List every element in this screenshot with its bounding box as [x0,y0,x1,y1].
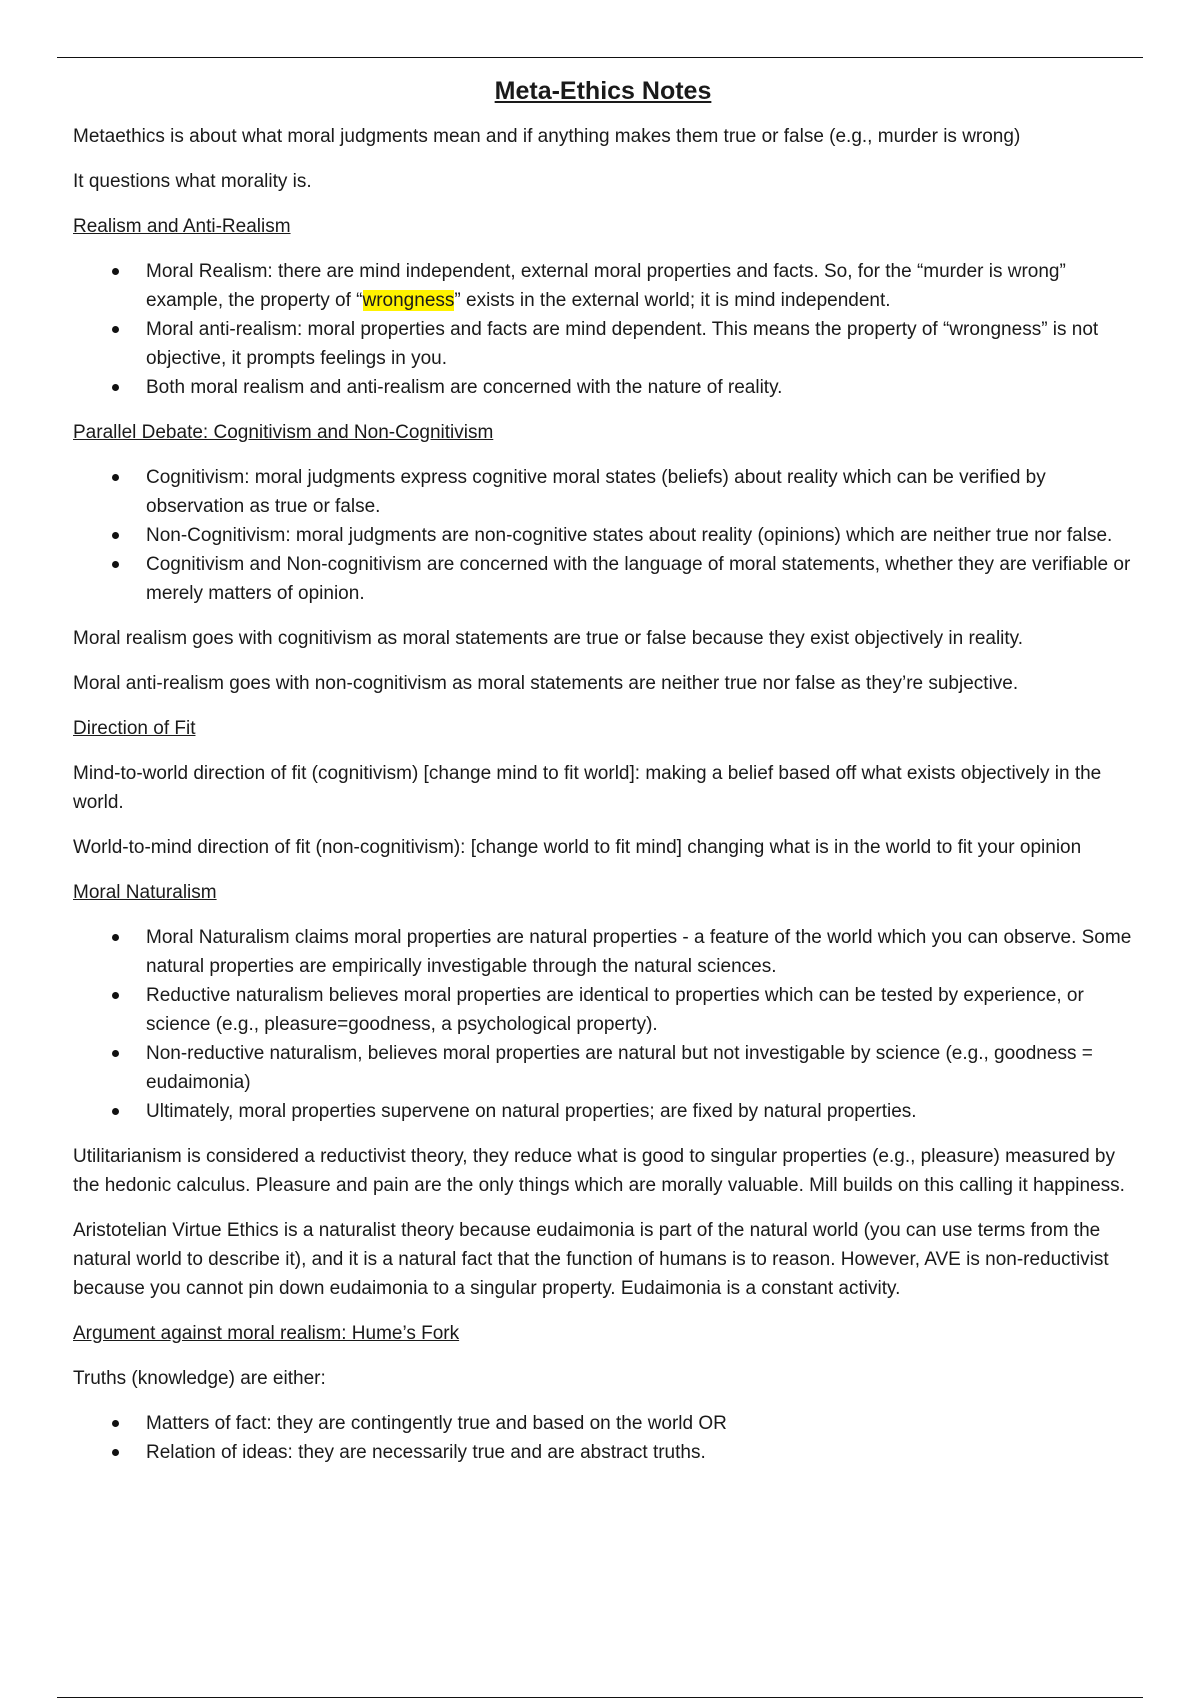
list-item: Cognitivism and Non-cognitivism are concerned with the language of moral statements, whether they are verifiable or merely matters of opinion. [146,550,1133,608]
footer-rule [57,1697,1143,1698]
list-item: Moral Naturalism claims moral properties are natural properties - a feature of the world which you can observe. Some natural properties are empirically investigable through the natural sciences. [146,923,1133,981]
list-item: Ultimately, moral properties supervene on natural properties; are fixed by natural properties. [146,1097,1133,1126]
section-heading-naturalism: Moral Naturalism [73,882,217,903]
list-item: Non-reductive naturalism, believes moral properties are natural but not investigable by science (e.g., goodness = eudaimonia) [146,1039,1133,1097]
body-paragraph: Mind-to-world direction of fit (cognitivism) [change mind to fit world]: making a belief based off what exists objectively in the world. [73,763,1102,813]
body-paragraph: Moral realism goes with cognitivism as moral statements are true or false because they exist objectively in reality. [73,628,1024,649]
highlighted-text: wrongness [362,290,455,311]
body-paragraph: Moral anti-realism goes with non-cognitivism as moral statements are neither true nor false as they’re subjective. [73,673,1019,694]
list-item: Non-Cognitivism: moral judgments are non-cognitive states about reality (opinions) which are neither true nor false. [146,521,1133,550]
body-paragraph: World-to-mind direction of fit (non-cognitivism): [change world to fit mind] changing what is in the world to fit your opinion [73,837,1082,858]
cognitivism-list [73,463,1133,608]
list-item: Cognitivism: moral judgments express cognitive moral states (beliefs) about reality which can be verified by observation as true or false. [146,463,1133,521]
intro-paragraph: Metaethics is about what moral judgments mean and if anything makes them true or false (e.g., murder is wrong) [73,126,1021,147]
body-paragraph: Truths (knowledge) are either: [73,1368,326,1389]
document-page [73,76,1133,1483]
list-item: Reductive naturalism believes moral properties are identical to properties which can be tested by experience, or science (e.g., pleasure=goodness, a psychological property). [146,981,1133,1039]
list-item: Relation of ideas: they are necessarily true and are abstract truths. [146,1438,1133,1467]
section-heading-cognitivism: Parallel Debate: Cognitivism and Non-Cognitivism [73,422,494,443]
section-heading-realism: Realism and Anti-Realism [73,216,291,237]
list-item-text: Moral Realism: there are mind independent, external moral properties and facts. So, for the “murder is wrong” example, the property of “ [146,261,1066,311]
section-heading-direction-of-fit: Direction of Fit [73,718,196,739]
header-rule [57,57,1143,58]
list-item-text: ” exists in the external world; it is mind independent. [454,290,891,311]
body-paragraph: Utilitarianism is considered a reductivist theory, they reduce what is good to singular properties (e.g., pleasure) measured by the hedonic calculus. Pleasure and pain are the only things which are morally valuable. Mill builds on this calling it happiness. [73,1146,1125,1196]
section-heading-humes-fork: Argument against moral realism: Hume’s Fork [73,1323,460,1344]
naturalism-list [73,923,1133,1126]
list-item: Matters of fact: they are contingently true and based on the world OR [146,1409,1133,1438]
realism-list [73,257,1133,402]
body-paragraph: Aristotelian Virtue Ethics is a naturalist theory because eudaimonia is part of the natural world (you can use terms from the natural world to describe it), and it is a natural fact that the function of humans is to reason. However, AVE is non-reductivist because you cannot pin down eudaimonia to a singular property. Eudaimonia is a constant activity. [73,1220,1109,1299]
list-item [146,257,1133,315]
list-item: Both moral realism and anti-realism are concerned with the nature of reality. [146,373,1133,402]
humes-fork-list [73,1409,1133,1467]
page-title: Meta-Ethics Notes [494,77,712,105]
list-item: Moral anti-realism: moral properties and facts are mind dependent. This means the property of “wrongness” is not objective, it prompts feelings in you. [146,315,1133,373]
intro-paragraph: It questions what morality is. [73,171,312,192]
